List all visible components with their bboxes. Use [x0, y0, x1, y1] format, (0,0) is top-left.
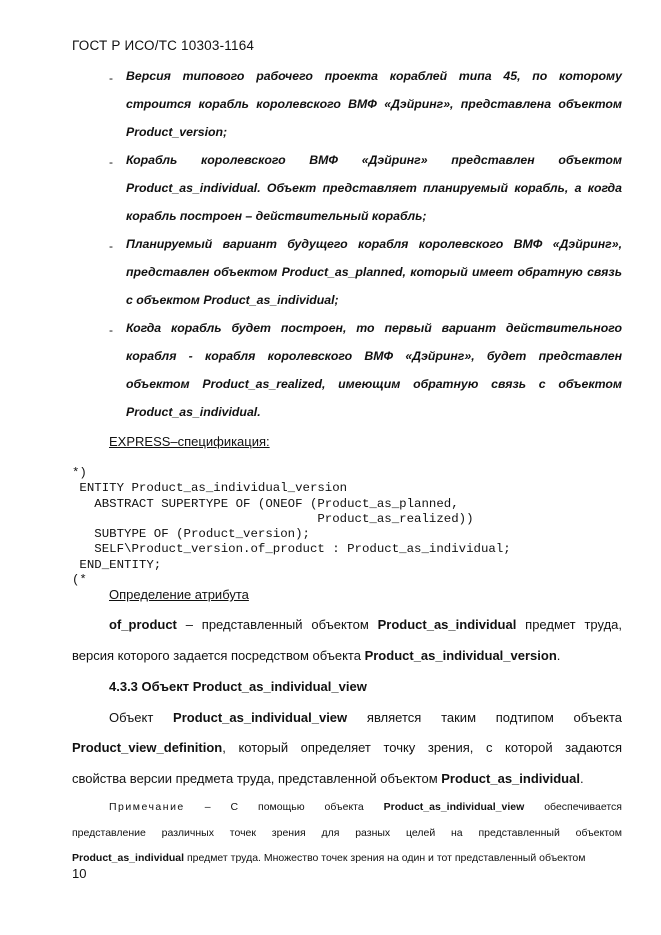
section-heading: 4.3.3 Объект Product_as_individual_view — [109, 679, 367, 694]
list-item-line: Когда корабль будет построен, то первый вариант действительного — [126, 321, 622, 335]
bullet-dash: - — [109, 239, 113, 253]
entity-ref: Product_as_individual_view — [383, 801, 525, 813]
entity-ref: Product_view_definition — [72, 740, 223, 755]
list-item-line: Product_as_individual. — [126, 405, 261, 419]
bullet-dash: - — [109, 323, 113, 337]
text-span: подтипом — [495, 710, 554, 725]
note-line: представление различных точек зрения для разных целей на представленный объектом — [72, 827, 622, 839]
page-header: ГОСТ Р ИСО/ТС 10303-1164 — [72, 38, 255, 53]
note-line — [72, 852, 586, 864]
text-span: Объект — [109, 710, 154, 725]
list-item-line: строится корабль королевского ВМФ «Дэйринг», представлена объектом — [126, 97, 622, 111]
text-span: версия которого задается посредством объекта — [72, 648, 365, 663]
list-item-line: Планируемый вариант будущего корабля королевского ВМФ «Дэйринг», — [126, 237, 622, 251]
text-span: С — [230, 801, 239, 813]
attribute-definition-line — [109, 617, 622, 632]
attribute-term: of_product — [109, 617, 177, 632]
text-span: предмет труда. Множество точек зрения на один и тот представленный объектом — [184, 852, 586, 864]
text-span: , который определяет точку зрения, с которой задаются — [222, 740, 622, 755]
text-span: обеспечивается — [544, 801, 622, 813]
text-span: объекта — [573, 710, 622, 725]
entity-ref: Product_as_individual_version — [364, 648, 557, 663]
list-item-line: Product_version; — [126, 125, 228, 139]
section-paragraph-line — [72, 771, 584, 786]
section-paragraph-line — [109, 710, 622, 725]
text-span: . — [556, 648, 561, 663]
note-line — [109, 801, 622, 813]
entity-ref: Product_as_individual — [377, 617, 517, 632]
text-span: – представленный объектом — [176, 617, 378, 632]
attribute-definition-line — [72, 648, 560, 663]
entity-ref: Product_as_individual_view — [173, 710, 348, 725]
text-span: свойства версии предмета труда, представленной объектом — [72, 771, 442, 786]
text-span: объекта — [324, 801, 364, 813]
text-span: . — [579, 771, 584, 786]
list-item-line: с объектом Product_as_individual; — [126, 293, 339, 307]
list-item-line: корабль построен – действительный корабль; — [126, 209, 427, 223]
section-paragraph-line — [72, 740, 622, 755]
bullet-dash: - — [109, 71, 113, 85]
list-item-line: объектом Product_as_realized, имеющим обратную связь с объектом — [126, 377, 622, 391]
express-heading: EXPRESS–спецификация: — [109, 434, 270, 449]
list-item-line: Product_as_individual. Объект представляет планируемый корабль, а когда — [126, 181, 622, 195]
text-span: – — [204, 801, 211, 813]
list-item-line: корабля - корабля королевского ВМФ «Дэйринг», будет представлен — [126, 349, 622, 363]
text-span: предмет труда, — [516, 617, 623, 632]
entity-ref: Product_as_individual — [441, 771, 580, 786]
list-item-line: Корабль королевского ВМФ «Дэйринг» представлен объектом — [126, 153, 622, 167]
note-label: Примечание — [109, 801, 185, 813]
page-number: 10 — [72, 866, 87, 881]
attribute-heading: Определение атрибута — [109, 587, 249, 602]
text-span: является — [366, 710, 422, 725]
text-span: таким — [441, 710, 477, 725]
bullet-dash: - — [109, 155, 113, 169]
list-item-line: представлен объектом Product_as_planned, который имеет обратную связь — [126, 265, 622, 279]
entity-ref: Product_as_individual — [72, 852, 185, 864]
list-item-line: Версия типового рабочего проекта кораблей типа 45, по которому — [126, 69, 622, 83]
text-span: помощью — [258, 801, 305, 813]
express-code-block: *) ENTITY Product_as_individual_version ABSTRACT SUPERTYPE OF (ONEOF (Product_as_planned, Product_as_realized)) SUBTYPE OF (Product_version); SELF\Product_version.of_product : Product_as_individual; END_ENTITY; (* — [72, 466, 511, 588]
